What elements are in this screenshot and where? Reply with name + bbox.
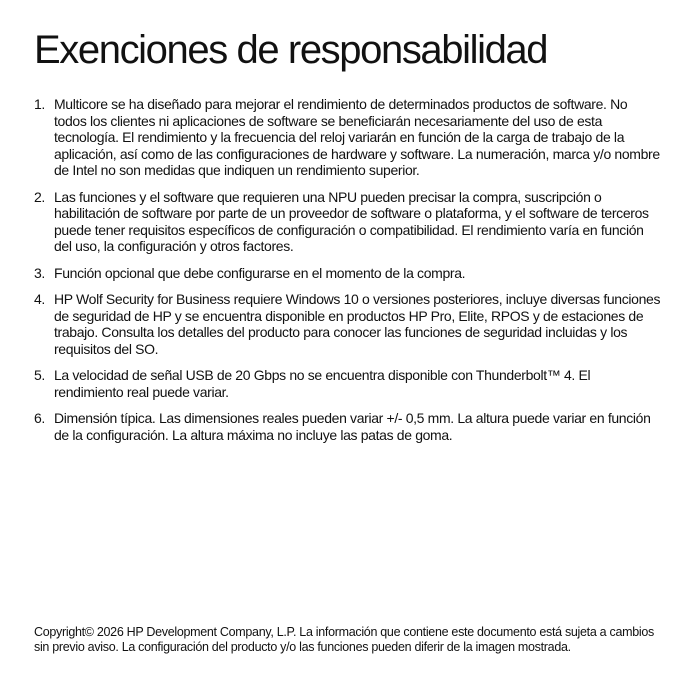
item-number: 4. — [34, 291, 45, 307]
item-number: 6. — [34, 410, 45, 426]
item-text: Las funciones y el software que requieren una NPU pueden precisar la compra, suscripción o habilitación de software por parte de un proveedor de software o plataforma, y el software de terceros puede tener requisitos específicos de configuración o compatibilidad. El rendimiento varía en función del uso, la configuración y otros factores. — [54, 188, 649, 254]
item-number: 2. — [34, 188, 45, 205]
list-item — [34, 189, 662, 255]
disclaimer-list — [34, 96, 662, 453]
list-item — [34, 367, 662, 400]
item-number: 5. — [34, 367, 45, 383]
item-text: Dimensión típica. Las dimensiones reales pueden variar +/- 0,5 mm. La altura puede variar en función de la configuración. La altura máxima no incluye las patas de goma. — [54, 410, 651, 443]
list-item — [34, 265, 662, 282]
item-text: La velocidad de señal USB de 20 Gbps no se encuentra disponible con Thunderbolt™ 4. El rendimiento real puede variar. — [54, 367, 591, 400]
page-title: Exenciones de responsabilidad — [34, 28, 548, 72]
item-number: 1. — [34, 96, 45, 112]
copyright-notice: Copyright© 2026 HP Development Company, L.P. La información que contiene este documento está sujeta a cambios sin previo aviso. La configuración del producto y/o las funciones pueden diferir de la imagen mostrada. — [34, 625, 654, 655]
list-item — [34, 410, 662, 443]
item-number: 3. — [34, 264, 45, 281]
item-text: Multicore se ha diseñado para mejorar el rendimiento de determinados productos de software. No todos los clientes ni aplicaciones de software se beneficiarán necesariamente del uso de esta tecnología. El rendimiento y la frecuencia del reloj variarán en función de la carga de trabajo de la aplicación, así como de las configuraciones de hardware y software. La numeración, marca y/o nombre de Intel no son medidas que indiquen un rendimiento superior. — [54, 96, 660, 178]
item-text: HP Wolf Security for Business requiere Windows 10 o versiones posteriores, incluye diversas funciones de seguridad de HP y se encuentra disponible en productos HP Pro, Elite, RPOS y de estaciones de trabajo. Consulta los detalles del producto para conocer las funciones de seguridad incluidas y los requisitos del SO. — [54, 291, 661, 357]
list-item — [34, 291, 662, 357]
item-text: Función opcional que debe configurarse en el momento de la compra. — [54, 264, 466, 281]
list-item — [34, 96, 662, 179]
